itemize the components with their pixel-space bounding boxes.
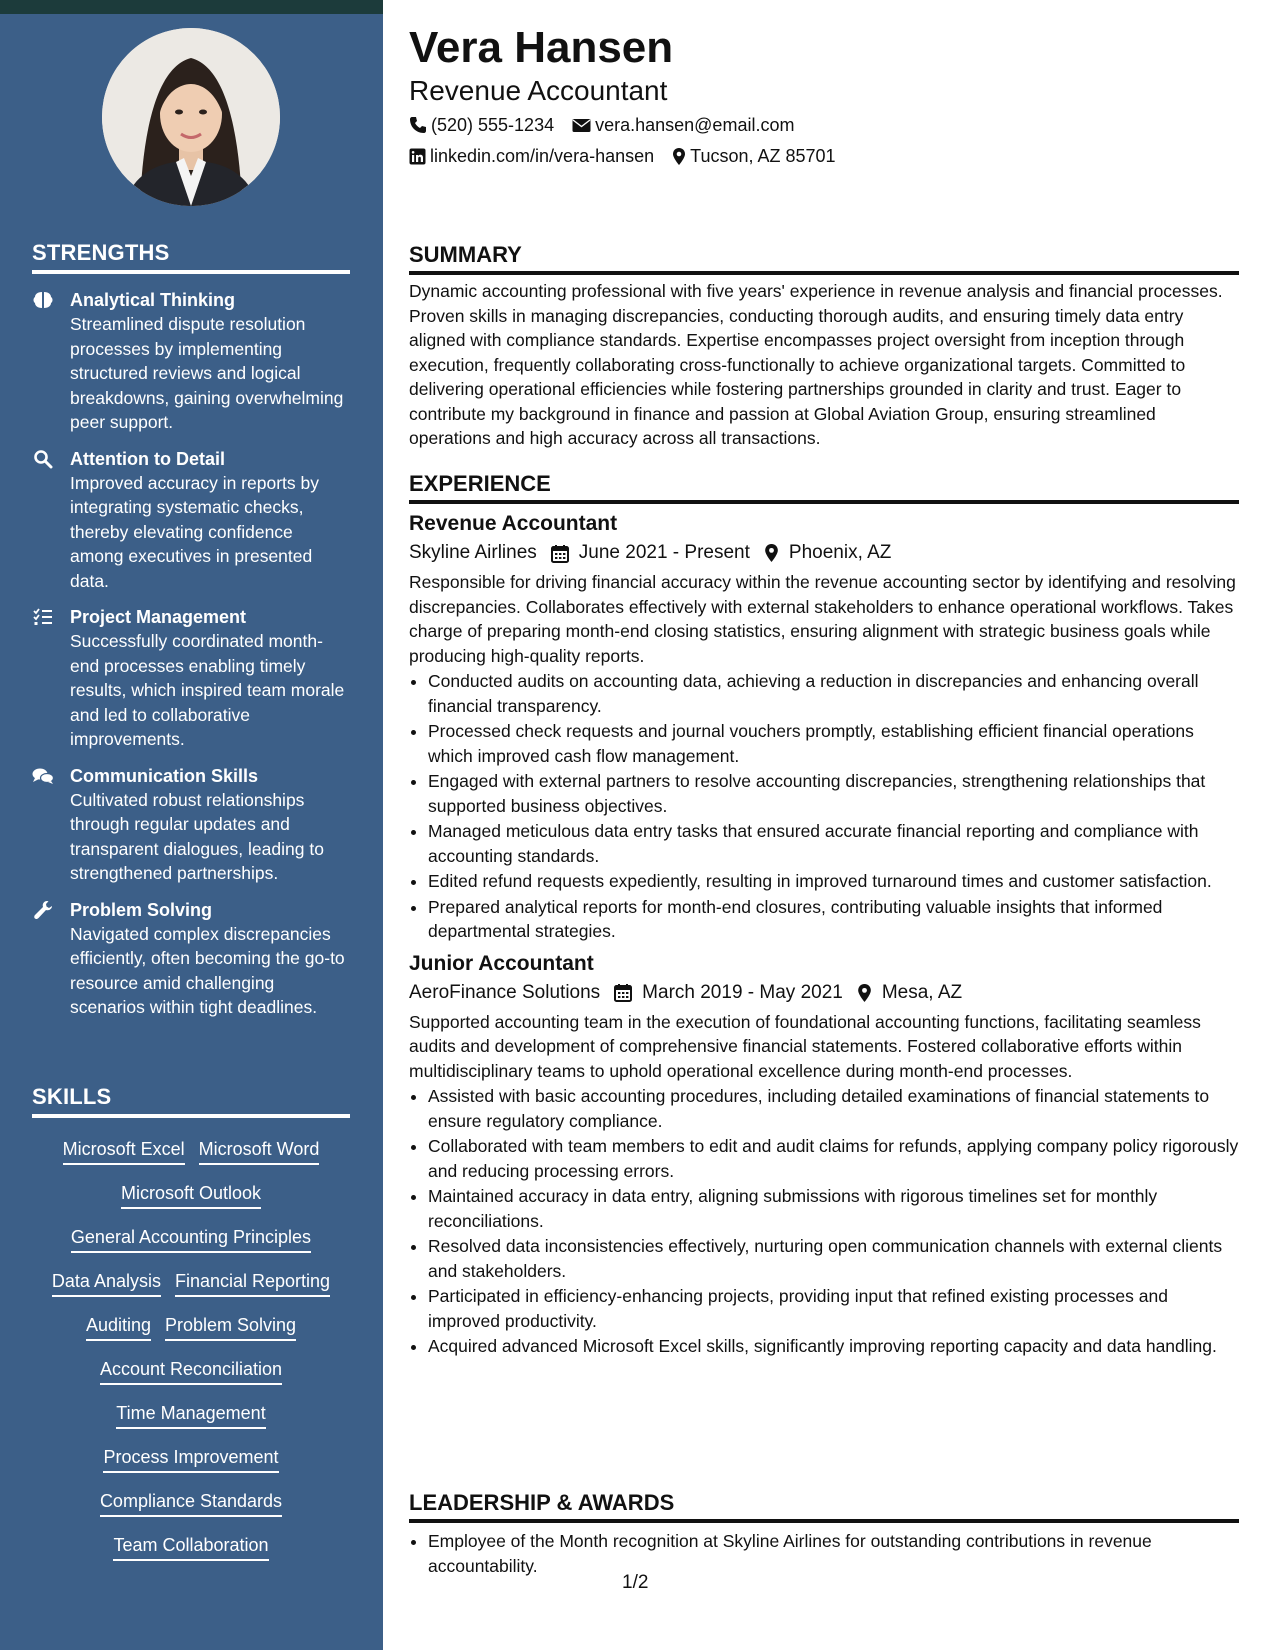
phone-number: (520) 555-1234 (431, 115, 555, 135)
job-bullet: • Edited refund requests expediently, resulting in improved turnaround times and customer satisfaction. (428, 869, 1239, 894)
strength-item (32, 605, 350, 752)
location-text: Tucson, AZ 85701 (690, 146, 836, 166)
job-bullet: • Maintained accuracy in data entry, aligning submissions with rigorous timelines set for monthly reconciliations. (428, 1184, 1239, 1233)
job-bullet: • Conducted audits on accounting data, achieving a reduction in discrepancies and enhancing overall financial transparency. (428, 669, 1239, 718)
strength-description: Successfully coordinated month-end processes enabling timely results, which inspired team morale and led to collaborative improvements. (70, 631, 345, 749)
leadership-bullets (409, 1529, 1239, 1578)
phone-contact (409, 113, 554, 137)
job-meta (409, 980, 1239, 1006)
skills-heading: SKILLS (32, 1084, 350, 1118)
leadership-bullet: • Employee of the Month recognition at Skyline Airlines for outstanding contributions in revenue accountability. (428, 1529, 1239, 1578)
skill-tag: Time Management (116, 1402, 265, 1429)
strength-item (32, 288, 350, 435)
strength-title: Project Management (70, 607, 247, 627)
leadership-heading: LEADERSHIP & AWARDS (409, 1489, 1239, 1523)
job-bullet: • Collaborated with team members to edit and audit claims for refunds, applying company policy rigorously and reducing processing errors. (428, 1134, 1239, 1183)
job-company: AeroFinance Solutions (409, 981, 601, 1003)
person-title: Revenue Accountant (409, 75, 668, 106)
job-entry (409, 510, 1239, 944)
strength-item (32, 764, 350, 886)
job-bullet: • Managed meticulous data entry tasks that ensured accurate financial reporting and compliance with accounting standards. (428, 819, 1239, 868)
strength-description: Streamlined dispute resolution processes by implementing structured reviews and logical breakdowns, gaining overwhelming peer support. (70, 314, 344, 432)
calendar-icon (551, 544, 569, 563)
skill-tag: Process Improvement (103, 1446, 278, 1473)
sidebar-top-band (0, 0, 383, 14)
job-dates-item (551, 540, 750, 566)
location-contact (672, 144, 835, 168)
page-number: 1/2 (622, 1572, 649, 1593)
experience-heading: EXPERIENCE (409, 470, 1239, 504)
strength-title: Problem Solving (70, 899, 213, 920)
skill-tag: Team Collaboration (113, 1534, 268, 1561)
person-name: Vera Hansen (409, 23, 674, 72)
strength-title: Analytical Thinking (70, 290, 236, 310)
strengths-section (32, 240, 350, 1020)
job-location: Mesa, AZ (881, 981, 963, 1003)
leadership-section (409, 1489, 1239, 1578)
summary-section (409, 241, 1239, 451)
job-location-item (764, 540, 891, 566)
job-location: Phoenix, AZ (788, 542, 892, 563)
job-bullet: • Resolved data inconsistencies effectively, nurturing open communication channels with external clients and stakeholders. (428, 1234, 1239, 1283)
wrench-icon (32, 899, 54, 921)
strength-description: Cultivated robust relationships through regular updates and transparent dialogues, leading to strengthened partnerships. (70, 789, 324, 883)
summary-heading: SUMMARY (409, 241, 1239, 275)
linkedin-url[interactable]: linkedin.com/in/vera-hansen (430, 146, 655, 166)
strengths-heading: STRENGTHS (32, 240, 350, 274)
skill-tag: Microsoft Excel (63, 1138, 185, 1165)
brain-icon (32, 289, 54, 311)
strength-description: Navigated complex discrepancies efficiently, often becoming the go-to resource amid challenging scenarios within tight deadlines. (70, 923, 345, 1017)
skill-tag: Microsoft Word (199, 1138, 320, 1165)
job-bullet: • Processed check requests and journal vouchers promptly, establishing efficient financial operations which improved cash flow management. (428, 719, 1239, 768)
magnifier-icon (32, 448, 54, 470)
map-pin-icon (857, 983, 872, 1003)
job-bullet: • Assisted with basic accounting procedures, including detailed examinations of financial statements to ensure regulatory compliance. (428, 1084, 1239, 1133)
skill-tag: Problem Solving (165, 1314, 296, 1341)
linkedin-contact[interactable] (409, 144, 654, 168)
job-title: Revenue Accountant (409, 512, 618, 535)
profile-photo (102, 28, 280, 206)
strength-title: Attention to Detail (70, 448, 225, 469)
job-company: Skyline Airlines (409, 542, 537, 563)
skill-tag: Microsoft Outlook (121, 1182, 261, 1209)
checklist-icon (32, 606, 54, 628)
linkedin-icon (409, 148, 426, 165)
envelope-icon (572, 118, 591, 133)
skill-tag: Compliance Standards (100, 1490, 282, 1517)
skills-section (32, 1084, 350, 1568)
job-bullet: • Participated in efficiency-enhancing projects, providing input that refined existing processes and improved productivity. (428, 1284, 1239, 1333)
strength-title: Communication Skills (70, 765, 259, 786)
job-dates-item (614, 980, 843, 1006)
calendar-icon (614, 983, 632, 1002)
skills-list (32, 1128, 350, 1568)
strength-item (32, 447, 350, 594)
job-title: Junior Accountant (409, 951, 594, 975)
job-dates: June 2021 - Present (578, 542, 750, 563)
skill-tag: Financial Reporting (175, 1270, 330, 1297)
summary-text: Dynamic accounting professional with five years' experience in revenue analysis and financial processes. Proven skills in managing discrepancies, conducting thorough audits, and ensuring timely data entry aligned with compliance standards. Expertise encompasses project oversight from inception through execution, frequently collaborating cross-functionally to achieve organizational targets. Committed to delivering operational efficiencies while fostering partnerships grounded in clarity and trust. Eager to contribute my background in finance and passion at Global Aviation Group, ensuring streamlined operations and high accuracy across all transactions. (409, 281, 1223, 448)
skill-tag: Data Analysis (52, 1270, 161, 1297)
chat-bubbles-icon (32, 765, 54, 787)
contact-row-1 (409, 113, 812, 137)
job-bullets (409, 1084, 1239, 1359)
job-location-item (857, 980, 962, 1006)
job-bullet: • Acquired advanced Microsoft Excel skills, significantly improving reporting capacity and data handling. (428, 1334, 1239, 1359)
job-entry (409, 950, 1239, 1359)
skill-tag: Account Reconciliation (100, 1358, 282, 1385)
strength-item (32, 898, 350, 1020)
strength-description: Improved accuracy in reports by integrating systematic checks, thereby elevating confidence among executives in presented data. (70, 472, 319, 591)
job-meta (409, 540, 1239, 566)
job-bullets (409, 669, 1239, 944)
phone-icon (409, 116, 427, 134)
email-address[interactable]: vera.hansen@email.com (595, 115, 795, 135)
job-bullet: • Prepared analytical reports for month-end closures, contributing valuable insights that informed departmental strategies. (428, 895, 1239, 944)
sidebar (0, 14, 383, 1650)
experience-section (409, 470, 1239, 1359)
map-pin-icon (764, 543, 779, 563)
job-description: Supported accounting team in the execution of foundational accounting functions, facilitating seamless audits and development of comprehensive financial statements. Fostered collaborative efforts within multidisciplinary teams to uphold operational excellence during month-end processes. (409, 1011, 1201, 1081)
email-contact[interactable] (572, 113, 794, 137)
skill-tag: General Accounting Principles (71, 1226, 311, 1253)
job-dates: March 2019 - May 2021 (642, 981, 843, 1003)
job-description: Responsible for driving financial accuracy within the revenue accounting sector by identifying and resolving discrepancies. Collaborates effectively with external stakeholders to enhance operational workflows. Takes charge of preparing month-end closing statistics, ensuring alignment with strategic business goals while producing high-quality reports. (409, 572, 1236, 666)
map-pin-icon (672, 147, 686, 166)
job-bullet: • Engaged with external partners to resolve accounting discrepancies, strengthening relationships that supported business objectives. (428, 769, 1239, 818)
contact-row-2 (409, 144, 854, 168)
skill-tag: Auditing (86, 1314, 151, 1341)
